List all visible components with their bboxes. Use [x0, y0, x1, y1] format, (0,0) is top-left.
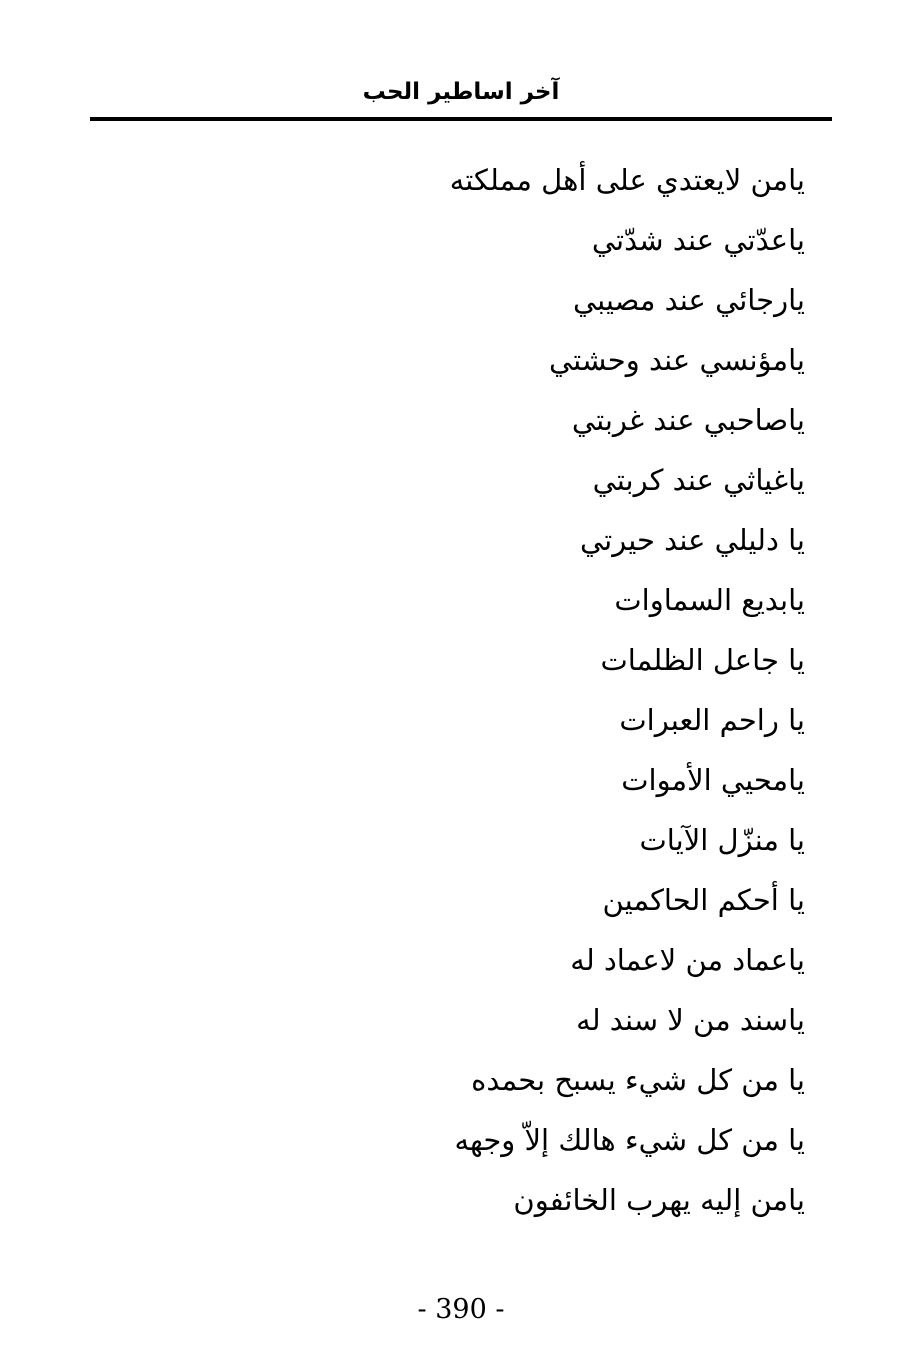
verse-line-10: يا راحم العبرات — [619, 703, 805, 737]
verse-line-18: يامن إليه يهرب الخائفون — [513, 1183, 805, 1217]
verse-line-2: ياعدّتي عند شدّتي — [591, 223, 805, 257]
verse-line-11: يامحيي الأموات — [621, 763, 805, 797]
running-title: آخر اساطير الحب — [362, 79, 560, 105]
verse-line-14: ياعماد من لاعماد له — [570, 943, 805, 977]
header-rule — [90, 117, 832, 121]
verse-line-5: ياصاحبي عند غربتي — [571, 403, 805, 437]
verse-line-16: يا من كل شيء يسبح بحمده — [471, 1063, 805, 1097]
verse-line-8: يابديع السماوات — [614, 583, 805, 617]
verse-line-6: ياغياثي عند كربتي — [592, 463, 805, 497]
verse-line-7: يا دليلي عند حيرتي — [579, 523, 805, 557]
verse-line-9: يا جاعل الظلمات — [600, 643, 805, 677]
verse-line-3: يارجائي عند مصيبي — [573, 283, 805, 317]
verse-line-4: يامؤنسي عند وحشتي — [549, 343, 805, 377]
verse-list — [440, 150, 805, 1230]
verse-line-12: يا منزّل الآيات — [639, 823, 805, 857]
verse-line-15: ياسند من لا سند له — [576, 1003, 805, 1037]
verse-line-17: يا من كل شيء هالك إلاّ وجهه — [454, 1123, 805, 1157]
verse-line-13: يا أحكم الحاكمين — [602, 883, 805, 917]
page-number: - 390 - — [417, 1294, 505, 1325]
verse-line-1: يامن لايعتدي على أهل مملكته — [449, 163, 805, 197]
